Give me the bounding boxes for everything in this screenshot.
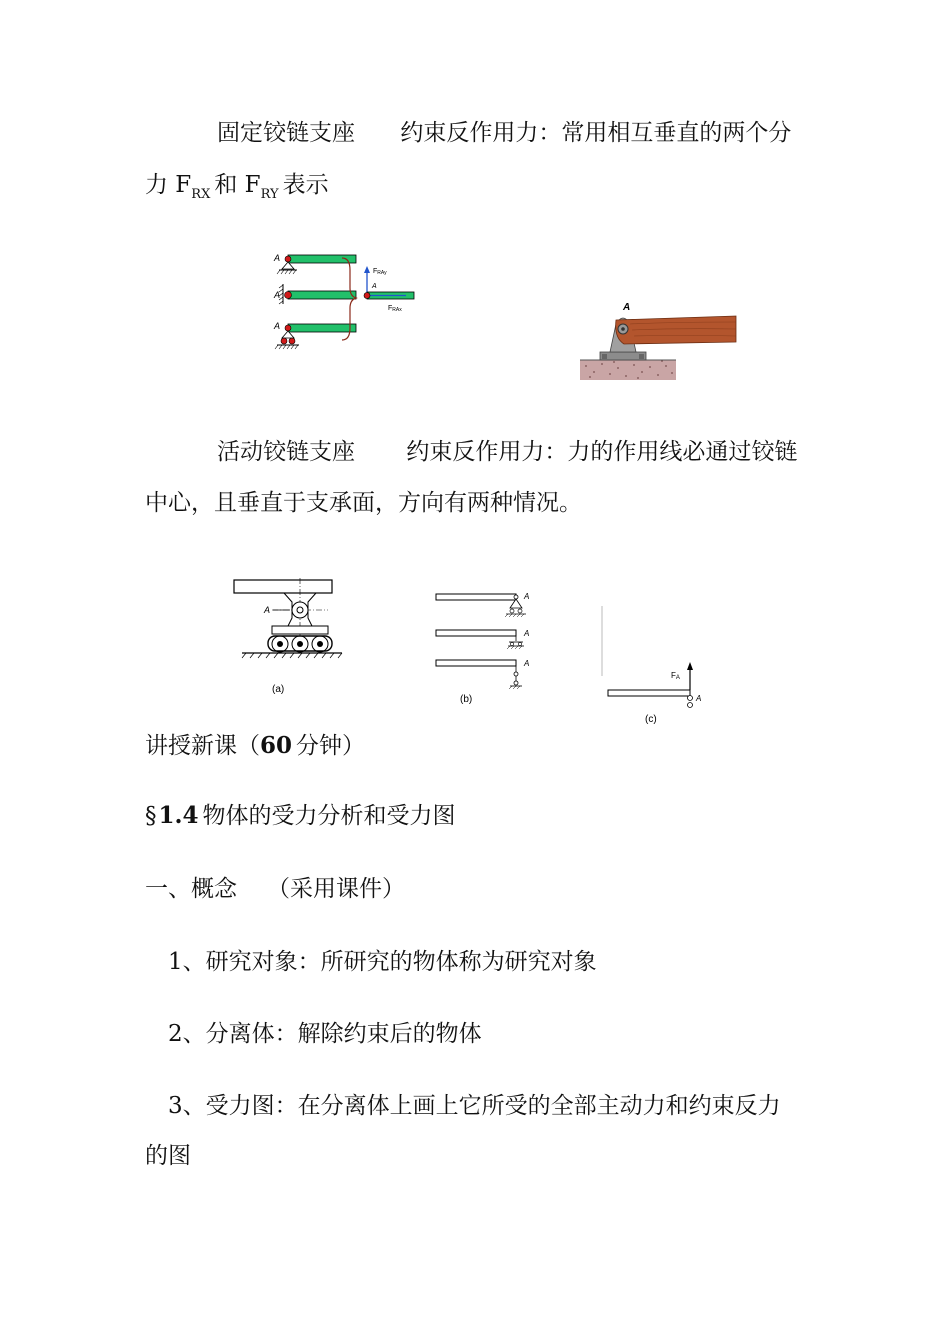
svg-text:A: A (264, 605, 271, 615)
label-fax: FRAx (388, 305, 402, 313)
svg-text:A: A (372, 283, 377, 290)
ground (580, 360, 676, 380)
label-a-3: A (274, 321, 281, 331)
fixed-hinge-figure (270, 248, 430, 350)
pin-1 (285, 256, 291, 262)
item-3-continuation: 的图 (145, 1143, 191, 1169)
label-a-1: A (274, 253, 281, 263)
roller-support-figure-b (434, 586, 538, 708)
svg-text:A: A (524, 592, 530, 601)
fixed-hinge-desc: 约束反作用力：常用相互垂直的两个分 (400, 120, 792, 146)
hinge-support-illustration (580, 298, 736, 380)
beam-2 (288, 291, 356, 299)
para2-line1 (217, 437, 797, 467)
caption-b: (b) (460, 694, 473, 705)
para1-line2: 力 $F_{RX}$ 和 $F_{RY}$ 表示 (145, 172, 329, 202)
pin-3 (285, 325, 291, 331)
section-heading: §1.4 物体的受力分析和受力图 (145, 802, 456, 829)
roller-support-figure-a (232, 578, 347, 698)
fixed-hinge-term: 固定铰链支座 (217, 120, 355, 146)
item-1: 1、研究对象：所研究的物体称为研究对象 (168, 949, 597, 975)
lecture-line: 讲授新课（60 分钟） (145, 732, 366, 759)
para1-line1 (217, 118, 791, 148)
caption-c: (c) (645, 714, 657, 725)
para2-line2: 中心，且垂直于支承面，方向有两种情况。 (145, 490, 582, 516)
item-2: 2、分离体：解除约束后的物体 (168, 1021, 482, 1047)
caption-a: (a) (272, 684, 285, 695)
roller-hinge-term: 活动铰链支座 (217, 439, 355, 465)
svg-text:A: A (524, 629, 530, 638)
item-3: 3、受力图：在分离体上画上它所受的全部主动力和约束反力 (168, 1093, 781, 1119)
label-fay: FRAy (373, 268, 387, 276)
svg-text:A: A (524, 659, 530, 668)
concept-heading: 一、概念 （采用课件） (145, 876, 405, 902)
label-a: A (623, 302, 631, 313)
beam-3 (288, 324, 356, 332)
svg-text:A: A (696, 694, 702, 703)
label-fa: FA (671, 671, 680, 681)
pin-2 (285, 292, 292, 299)
roller-hinge-desc: 约束反作用力：力的作用线必通过铰链 (406, 439, 798, 465)
roller-support-figure-c (600, 606, 712, 730)
label-a-2: A (274, 290, 281, 300)
